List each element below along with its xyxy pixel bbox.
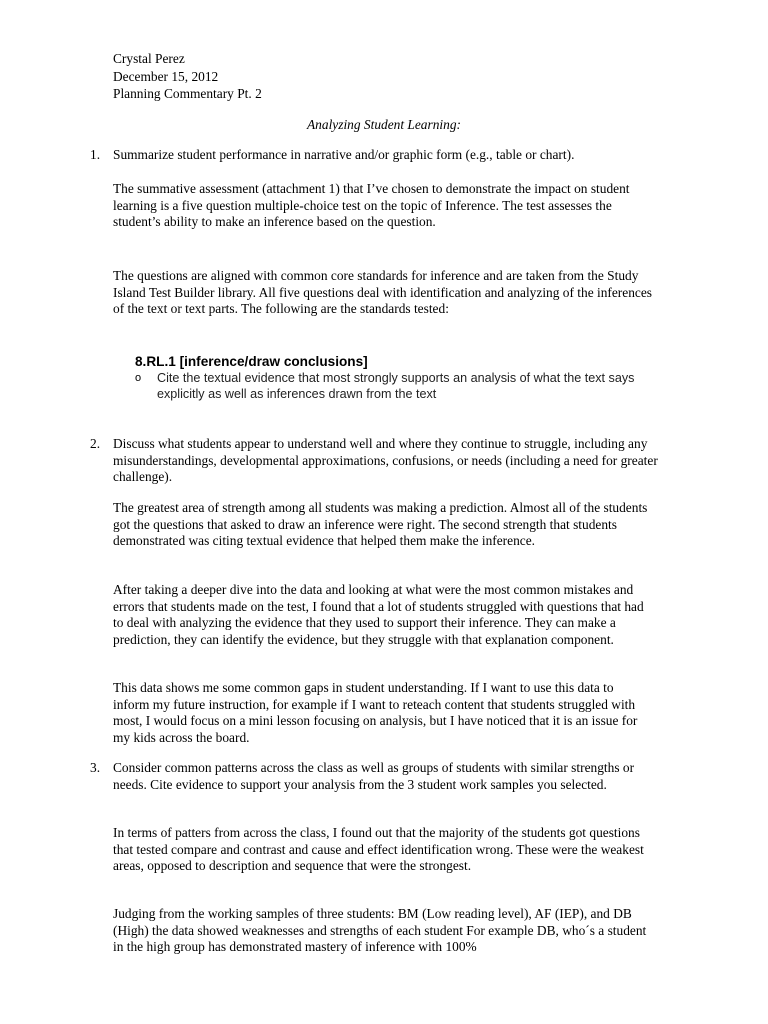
standard-bullet-item xyxy=(135,371,665,402)
question-2 xyxy=(90,436,670,486)
bullet-marker: o xyxy=(135,372,142,384)
standard-block xyxy=(135,353,665,402)
paragraph: After taking a deeper dive into the data and looking at what were the most common mistakes and errors that students made on the test, I found that a lot of students struggled with questions that had to deal with analyzing the evidence that they used to support their inference. They can make a prediction, they can identify the evidence, but they struggle with that explanation component. xyxy=(113,582,644,647)
document-date: December 15, 2012 xyxy=(113,68,219,84)
question-number: 1. xyxy=(90,147,101,162)
paragraph: Judging from the working samples of three students: BM (Low reading level), AF (IEP), and DB (High) the data showed weaknesses and strengths of each student For example DB, who´s a student in the high group has demonstrated mastery of inference with 100% xyxy=(113,906,647,955)
question-prompt: Summarize student performance in narrative and/or graphic form (e.g., table or chart). xyxy=(113,147,575,162)
question-number: 2. xyxy=(90,436,101,451)
question-prompt: Discuss what students appear to understand well and where they continue to struggle, including any misunderstandings, developmental approximations, confusions, or needs (including a need for greater challenge). xyxy=(113,436,658,485)
paragraph: The summative assessment (attachment 1) that I’ve chosen to demonstrate the impact on student learning is a five question multiple-choice test on the topic of Inference. The test assesses the student’s ability to make an inference based on the question. xyxy=(113,181,630,230)
standard-code: 8.RL.1 [inference/draw conclusions] xyxy=(135,354,368,369)
paragraph: The questions are aligned with common core standards for inference and are taken from the Study Island Test Builder library. All five questions deal with identification and analyzing of the inferences of the text or text parts. The following are the standards tested: xyxy=(113,268,652,317)
standard-description: Cite the textual evidence that most strongly supports an analysis of what the text says explicitly as well as inferences drawn from the text xyxy=(157,371,635,401)
paragraph: In terms of patters from across the class, I found out that the majority of the students got questions that tested compare and contrast and cause and effect identification wrong. These were the weakest areas, opposed to description and sequence that were the strongest. xyxy=(113,825,644,874)
document-title: Planning Commentary Pt. 2 xyxy=(113,86,262,101)
question-3 xyxy=(90,760,670,793)
paragraph: The greatest area of strength among all students was making a prediction. Almost all of the students got the questions that asked to draw an inference were right. The second strength that students demonstrated was citing textual evidence that helped them make the inference. xyxy=(113,500,648,549)
question-number: 3. xyxy=(90,760,101,775)
question-1 xyxy=(90,147,670,164)
paragraph: This data shows me some common gaps in student understanding. If I want to use this data to inform my future instruction, for example if I want to reteach content that students struggled with most, I would focus on a mini lesson focusing on analysis, but I have noticed that it is an issue for my kids across the board. xyxy=(113,680,638,745)
question-prompt: Consider common patterns across the class as well as groups of students with similar strengths or needs. Cite evidence to support your analysis from the 3 student work samples you selected. xyxy=(113,760,635,792)
document-header xyxy=(113,50,262,103)
author-name: Crystal Perez xyxy=(113,51,185,66)
section-title: Analyzing Student Learning: xyxy=(307,117,461,132)
